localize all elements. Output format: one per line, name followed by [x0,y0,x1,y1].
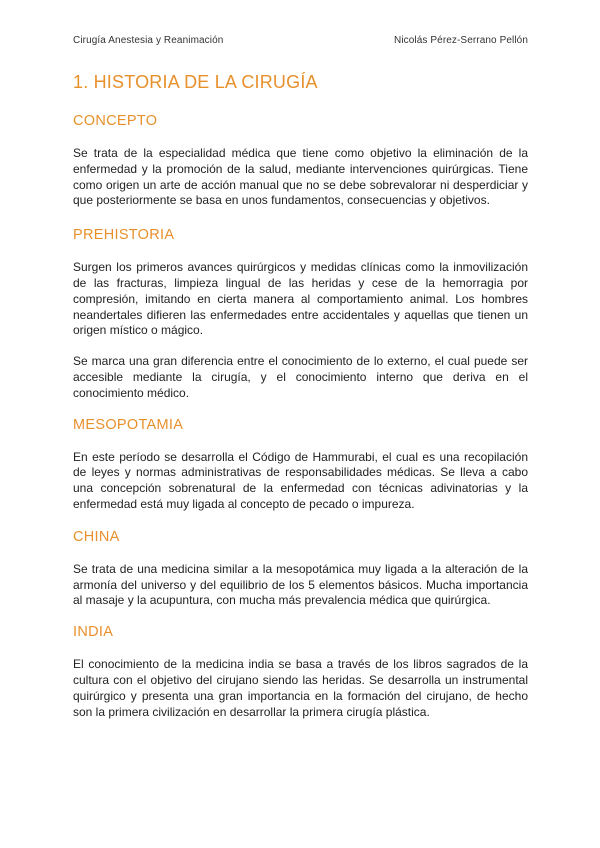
section-heading-concepto: CONCEPTO [73,113,158,129]
running-header [73,35,528,46]
paragraph-mesopotamia: En este período se desarrolla el Código de Hammurabi, el cual es una recopilación de leyes y normas administrativas de responsabilidades médicas. Se lleva a cabo una concepción sobrenatural de la enfermedad con técnicas adivinatorias y la enfermedad está muy ligada al concepto de pecado o impureza. [73,449,528,511]
paragraph-china: Se trata de una medicina similar a la mesopotámica muy ligada a la alteración de la armonía del universo y del equilibrio de los 5 elementos básicos. Mucha importancia al masaje y la acupuntura, con mucha más prevalencia médica que quirúrgica. [73,561,528,608]
paragraph-india: El conocimiento de la medicina india se basa a través de los libros sagrados de la cultura con el objetivo del cirujano siendo las heridas. Se desarrolla un instrumental quirúrgico y presenta una gran importancia en la formación del cirujano, de hecho son la primera civilización en desarrollar la primera cirugía plástica. [73,657,528,719]
section-heading-china: CHINA [73,528,120,545]
section-heading-mesopotamia: MESOPOTAMIA [73,416,184,433]
paragraph-prehistoria-1: Surgen los primeros avances quirúrgicos y medidas clínicas como la inmovilización de las fracturas, limpieza lingual de las heridas y cese de la hemorragia por compresión, imitando en cierta manera al comportamiento animal. Los hombres neandertales difieren las enfermedades entre accidentales y aquellas que tienen un origen místico o mágico. [73,260,528,338]
paragraph-concepto: Se trata de la especialidad médica que tiene como objetivo la eliminación de la enfermedad y la promoción de la salud, mediante intervenciones quirúrgicas. Tiene como origen un arte de acción manual que no se debe sobrevalorar ni desperdiciar y que posteriormente se basa en unos fundamentos, consecuencias y objetivos. [73,146,528,208]
section-heading-prehistoria: PREHISTORIA [73,227,175,244]
paragraph-prehistoria-2: Se marca una gran diferencia entre el conocimiento de lo externo, el cual puede ser accesible mediante la cirugía, y el conocimiento interno que deriva en el conocimiento médico. [73,354,528,400]
header-author: Nicolás Pérez-Serrano Pellón [394,35,528,46]
header-course-title: Cirugía Anestesia y Reanimación [73,35,224,46]
document-body [73,70,528,720]
page-title: 1. HISTORIA DE LA CIRUGÍA [73,72,318,92]
section-heading-india: INDIA [73,624,114,641]
